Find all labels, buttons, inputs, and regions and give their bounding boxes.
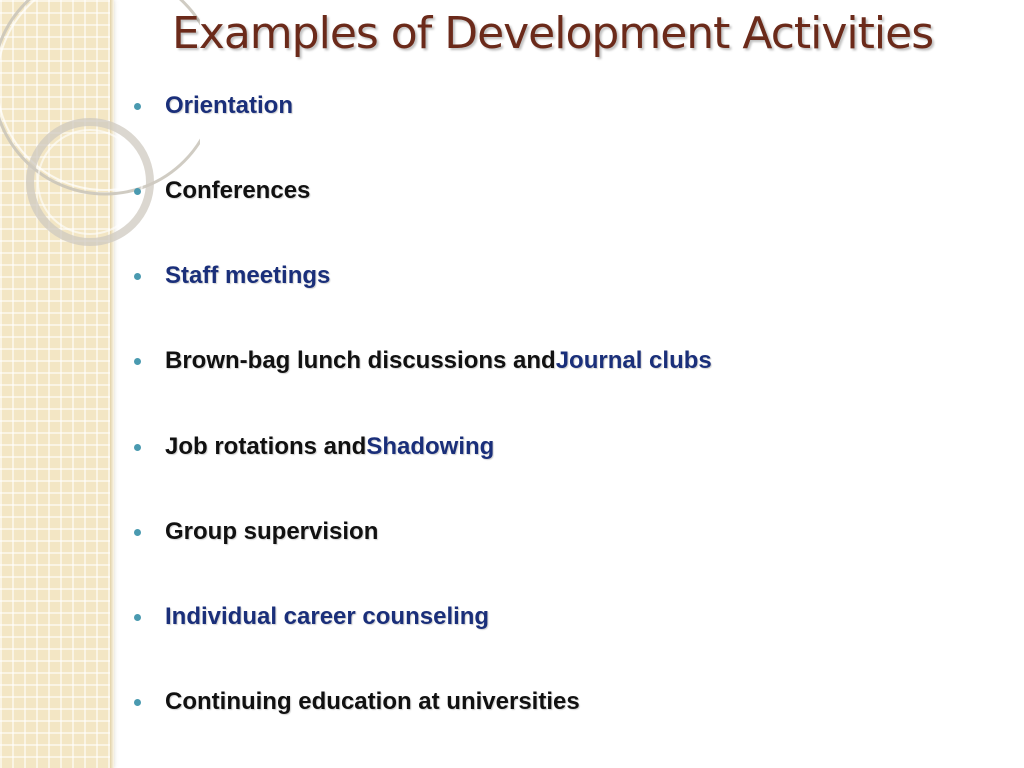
bullet-item: [134, 86, 293, 126]
bullet-item: [134, 597, 489, 637]
bullet-text: Job rotations and: [165, 433, 367, 460]
bullet-text: Staff meetings: [165, 262, 331, 289]
bullet-text: Conferences: [165, 177, 311, 204]
decorative-circles: [0, 0, 200, 260]
bullet-text: Individual career counseling: [165, 603, 490, 630]
bullet-dot-icon: [134, 188, 141, 195]
bullet-text: Brown-bag lunch discussions and: [165, 347, 556, 374]
bullet-item: [134, 512, 378, 552]
bullet-dot-icon: [134, 103, 141, 110]
bullet-dot-icon: [134, 444, 141, 451]
bullet-item: [134, 256, 330, 296]
bullet-text-highlight: Shadowing: [366, 433, 495, 460]
bullet-item: [134, 427, 494, 467]
bullet-dot-icon: [134, 273, 141, 280]
bullet-text: Continuing education at universities: [165, 688, 580, 715]
bullet-dot-icon: [134, 358, 141, 365]
bullet-item: [134, 341, 712, 381]
bullet-item: [134, 171, 310, 211]
bullet-dot-icon: [134, 699, 141, 706]
bullet-text-highlight: Journal clubs: [555, 347, 712, 374]
bullet-dot-icon: [134, 614, 141, 621]
bullet-item: [134, 682, 580, 722]
bullet-text: Orientation: [165, 92, 294, 119]
bullet-dot-icon: [134, 529, 141, 536]
slide-title: Examples of Development Activities: [172, 8, 934, 59]
bullet-text: Group supervision: [165, 518, 379, 545]
